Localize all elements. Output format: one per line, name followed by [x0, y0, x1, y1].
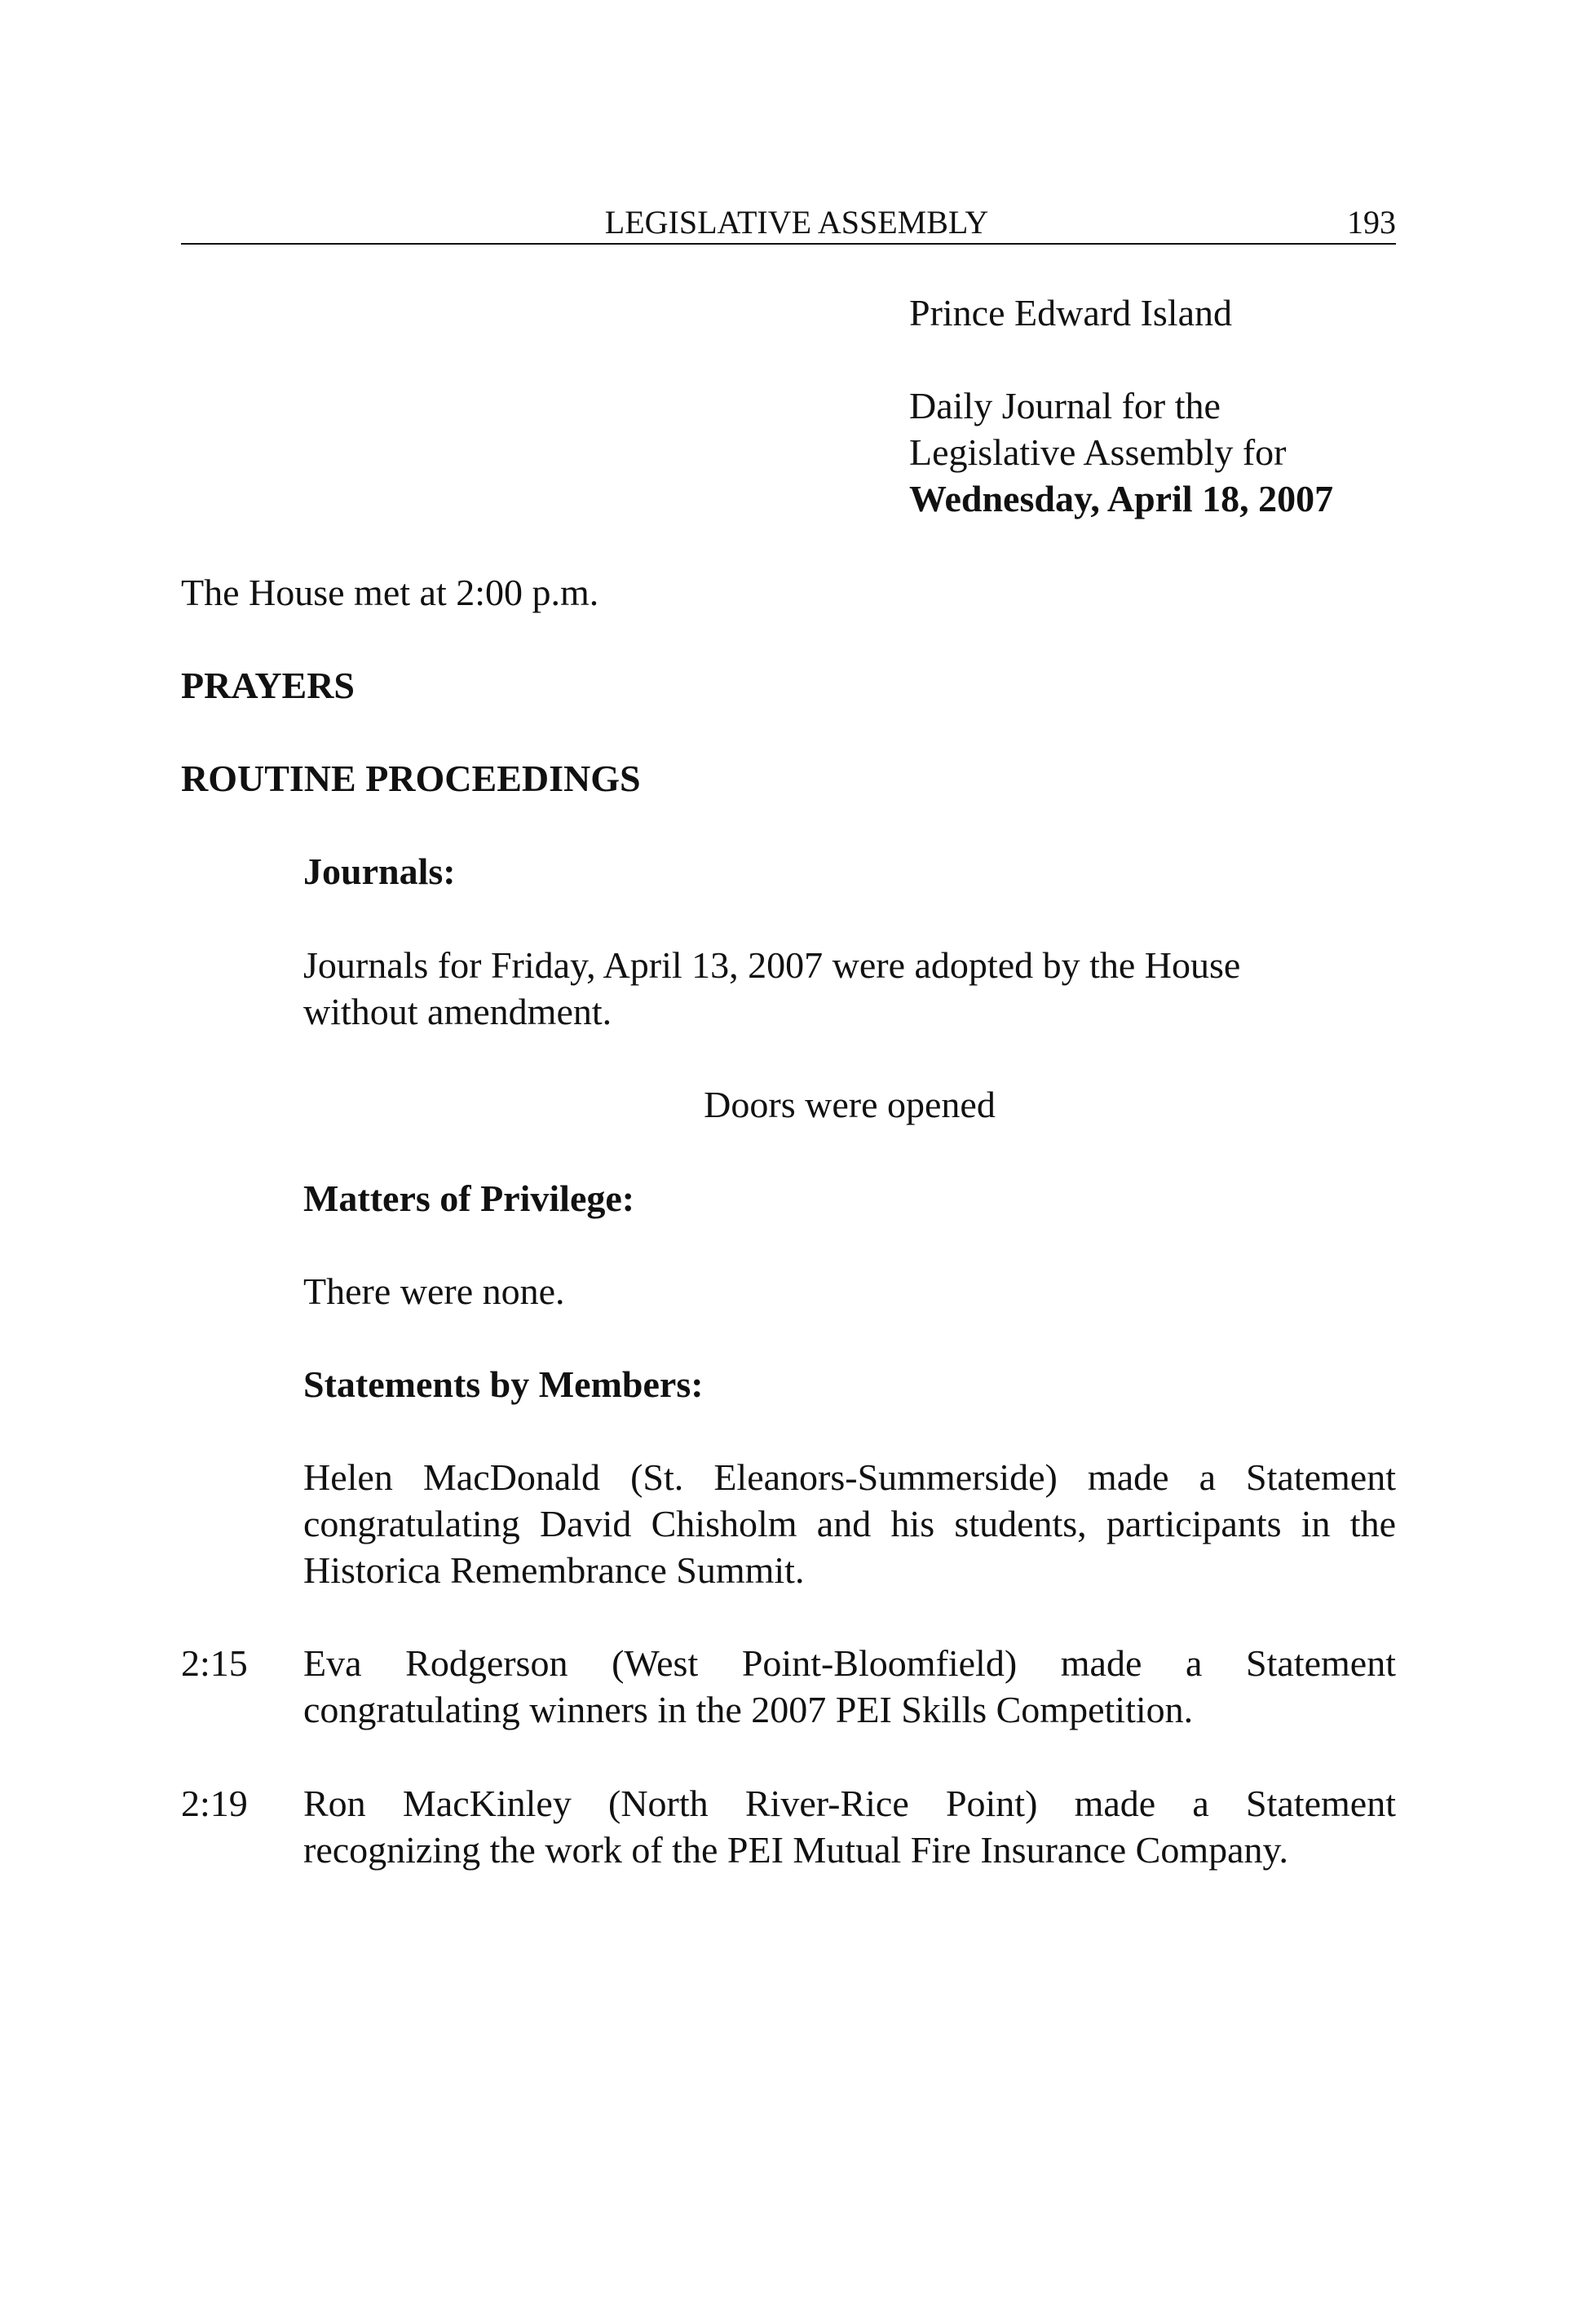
statement-1-line-1: Helen MacDonald (St. Eleanors-Summerside) made a Statement	[303, 1456, 1396, 1498]
prayers-heading: PRAYERS	[181, 665, 356, 706]
journals-paragraph	[303, 942, 1396, 1035]
statements-heading: Statements by Members:	[303, 1363, 704, 1405]
journal-title-line-2: Legislative Assembly for	[909, 431, 1287, 473]
statement-3-time: 2:19	[181, 1783, 248, 1824]
statement-2-line-1: Eva Rodgerson (West Point-Bloomfield) made a Statement	[303, 1642, 1396, 1684]
statement-item	[303, 1454, 1396, 1593]
page-number: 193	[1347, 204, 1396, 241]
doors-note: Doors were opened	[704, 1084, 996, 1125]
header-title: LEGISLATIVE ASSEMBLY	[604, 204, 989, 241]
statement-item	[303, 1640, 1396, 1733]
title-block	[909, 289, 1398, 336]
journals-line-1: Journals for Friday, April 13, 2007 were adopted by the House	[303, 944, 1241, 986]
opening-line: The House met at 2:00 p.m.	[181, 572, 599, 613]
journal-title-line-1: Daily Journal for the	[909, 385, 1221, 426]
statement-1-line-3: Historica Remembrance Summit.	[303, 1549, 805, 1591]
statement-3-line-2: recognizing the work of the PEI Mutual Fire Insurance Company.	[303, 1829, 1289, 1871]
statement-2-time: 2:15	[181, 1642, 248, 1684]
running-header	[181, 202, 1396, 245]
journal-date: Wednesday, April 18, 2007	[909, 478, 1334, 519]
statement-3-line-1: Ron MacKinley (North River-Rice Point) made a Statement	[303, 1783, 1396, 1824]
journals-line-2: without amendment.	[303, 991, 612, 1032]
statement-2-line-2: congratulating winners in the 2007 PEI Skills Competition.	[303, 1689, 1194, 1730]
privilege-heading: Matters of Privilege:	[303, 1177, 635, 1219]
privilege-text: There were none.	[303, 1270, 565, 1312]
statement-1-line-2: congratulating David Chisholm and his students, participants in the	[303, 1503, 1396, 1544]
journals-heading: Journals:	[303, 851, 456, 892]
journal-title	[909, 382, 1398, 522]
province-name: Prince Edward Island	[909, 292, 1232, 334]
routine-proceedings-heading: ROUTINE PROCEEDINGS	[181, 758, 641, 799]
statement-item	[303, 1780, 1396, 1873]
